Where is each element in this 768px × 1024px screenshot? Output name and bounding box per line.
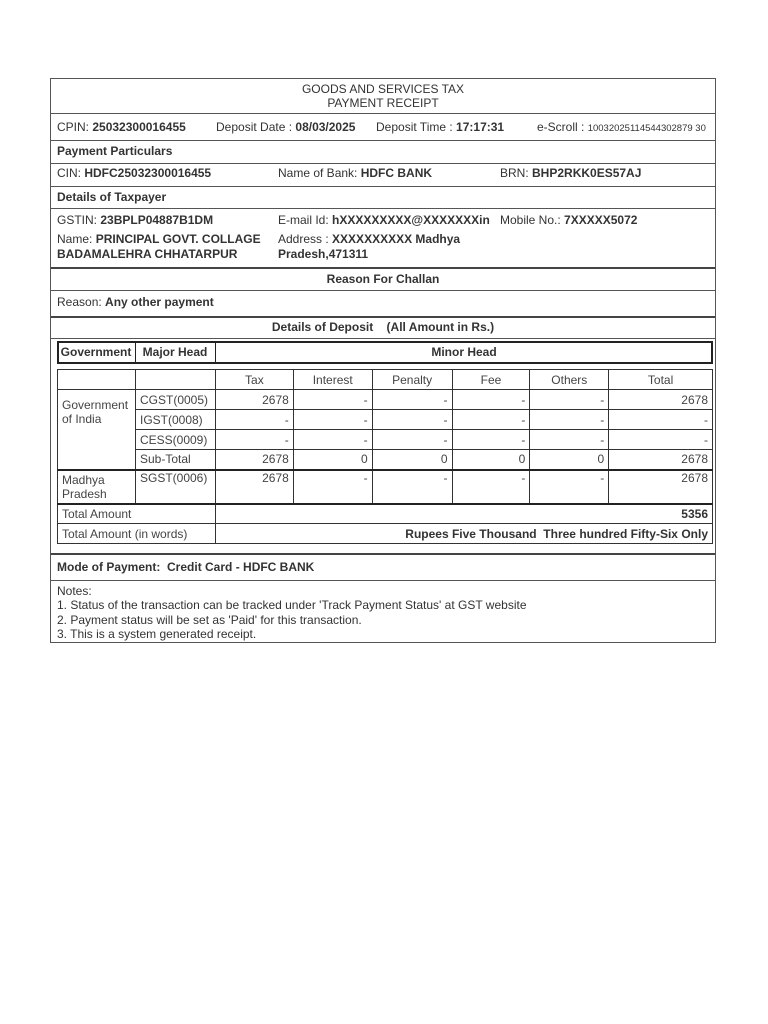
cell: 2678	[609, 390, 713, 410]
head-minor: Minor Head	[431, 345, 497, 359]
col-others: Others	[530, 370, 609, 390]
row-head: CESS(0009)	[135, 430, 215, 450]
bank-name: Name of Bank: HDFC BANK	[278, 166, 433, 180]
cell: -	[293, 470, 372, 504]
total-label: Total Amount	[58, 504, 216, 524]
cell: 2678	[215, 390, 293, 410]
note-item: 3. This is a system generated receipt.	[57, 627, 257, 641]
words-row	[58, 524, 713, 544]
cell: 0	[293, 450, 372, 470]
reason: Reason: Any other payment	[57, 295, 214, 309]
words-label: Total Amount (in words)	[58, 524, 216, 544]
mode-of-payment: Mode of Payment: Credit Card - HDFC BANK	[57, 560, 315, 574]
cell: -	[530, 410, 609, 430]
cell: 2678	[609, 450, 713, 470]
cell: -	[452, 430, 530, 450]
cell: -	[452, 390, 530, 410]
e-scroll: e-Scroll : 10032025114544302879 30	[537, 120, 706, 134]
taxpayer-title: Details of Taxpayer	[57, 190, 167, 204]
row-head: IGST(0008)	[135, 410, 215, 430]
cell: -	[215, 410, 293, 430]
cell: 0	[372, 450, 452, 470]
gov-india-cell: Government of India	[58, 390, 136, 470]
deposit-date: Deposit Date : 08/03/2025	[216, 120, 356, 134]
deposit-table	[57, 369, 713, 544]
note-item: 1. Status of the transaction can be tracked under 'Track Payment Status' at GST website	[57, 598, 527, 612]
reason-title: Reason For Challan	[326, 272, 440, 286]
email: E-mail Id: hXXXXXXXXX@XXXXXXXin	[278, 213, 490, 227]
cin: CIN: HDFC25032300016455	[57, 166, 212, 180]
cell: 0	[452, 450, 530, 470]
cell: 2678	[215, 470, 293, 504]
total-row	[58, 504, 713, 524]
words-value: Rupees Five Thousand Three hundred Fifty-Six Only	[215, 524, 712, 544]
cell: -	[293, 410, 372, 430]
taxpayer-name-line2: BADAMALEHRA CHHATARPUR	[57, 247, 238, 261]
brn: BRN: BHP2RKK0ES57AJ	[500, 166, 642, 180]
table-row	[58, 410, 713, 430]
deposit-time: Deposit Time : 17:17:31	[376, 120, 505, 134]
cell: -	[452, 410, 530, 430]
cpin: CPIN: 25032300016455	[57, 120, 186, 134]
cell: -	[609, 410, 713, 430]
notes-title: Notes:	[57, 584, 92, 598]
cell: -	[609, 430, 713, 450]
table-row	[58, 390, 713, 410]
cell: -	[372, 410, 452, 430]
head-government: Government	[60, 345, 132, 359]
note-item: 2. Payment status will be set as 'Paid' for this transaction.	[57, 613, 362, 627]
state-cell: Madhya Pradesh	[58, 470, 136, 504]
taxpayer-address-line2: Pradesh,471311	[278, 247, 369, 261]
cell: 2678	[215, 450, 293, 470]
row-head: SGST(0006)	[135, 470, 215, 504]
taxpayer-address: Address : XXXXXXXXXX Madhya	[278, 232, 461, 246]
deposit-header-row	[58, 370, 713, 390]
payment-particulars-title: Payment Particulars	[57, 144, 173, 158]
payment-receipt	[50, 78, 716, 643]
cell: -	[530, 430, 609, 450]
cell: -	[215, 430, 293, 450]
cell: -	[530, 470, 609, 504]
col-tax: Tax	[215, 370, 293, 390]
cell: 2678	[609, 470, 713, 504]
table-row-state	[58, 470, 713, 504]
cell: -	[372, 430, 452, 450]
total-value: 5356	[215, 504, 712, 524]
col-fee: Fee	[452, 370, 530, 390]
table-row	[58, 450, 713, 470]
col-interest: Interest	[293, 370, 372, 390]
cell: -	[530, 390, 609, 410]
receipt-title-line2: PAYMENT RECEIPT	[327, 96, 439, 110]
cell: -	[372, 390, 452, 410]
cell: -	[452, 470, 530, 504]
receipt-title-line1: GOODS AND SERVICES TAX	[301, 82, 465, 96]
table-row	[58, 430, 713, 450]
mobile: Mobile No.: 7XXXXX5072	[500, 213, 638, 227]
cell: -	[372, 470, 452, 504]
row-head: Sub-Total	[135, 450, 215, 470]
col-total: Total	[609, 370, 713, 390]
row-head: CGST(0005)	[135, 390, 215, 410]
gstin: GSTIN: 23BPLP04887B1DM	[57, 213, 214, 227]
col-penalty: Penalty	[372, 370, 452, 390]
cell: 0	[530, 450, 609, 470]
deposit-title: Details of Deposit (All Amount in Rs.)	[271, 320, 495, 334]
taxpayer-name: Name: PRINCIPAL GOVT. COLLAGE	[57, 232, 261, 246]
cell: -	[293, 430, 372, 450]
cell: -	[293, 390, 372, 410]
head-major: Major Head	[142, 345, 208, 359]
